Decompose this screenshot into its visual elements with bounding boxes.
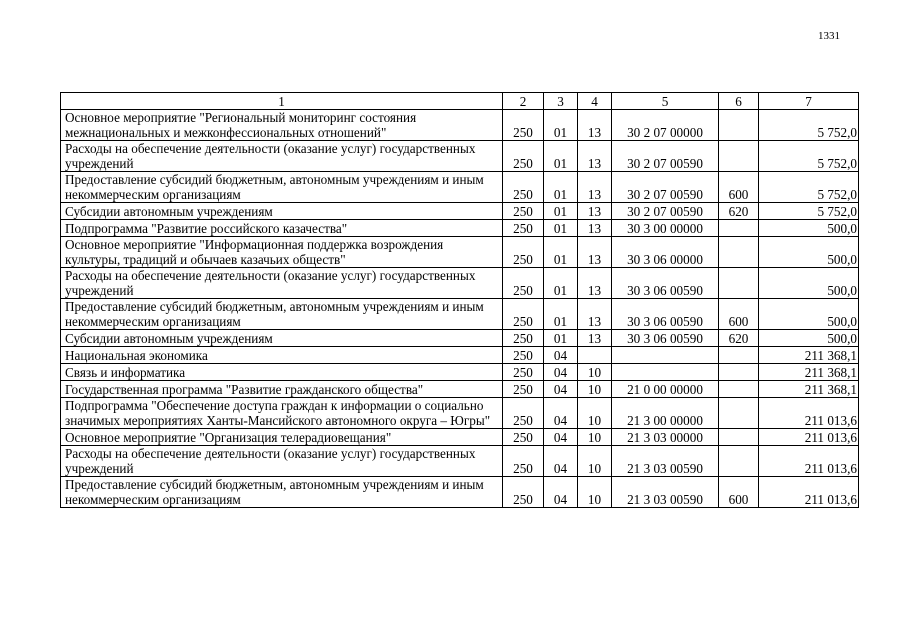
table-row <box>61 172 859 203</box>
table-header-row <box>61 93 859 110</box>
row-code-target: 30 3 06 00590 <box>612 330 719 347</box>
table-row <box>61 299 859 330</box>
header-col-5: 5 <box>612 93 719 110</box>
row-code-admin: 250 <box>503 237 544 268</box>
row-code-expense-type <box>719 446 759 477</box>
row-amount: 500,0 <box>759 237 859 268</box>
row-code-section: 04 <box>544 446 578 477</box>
row-amount: 211 013,6 <box>759 446 859 477</box>
row-code-admin: 250 <box>503 203 544 220</box>
header-col-3: 3 <box>544 93 578 110</box>
table-body <box>61 110 859 508</box>
table-row <box>61 446 859 477</box>
row-amount: 211 368,1 <box>759 364 859 381</box>
row-name: Государственная программа "Развитие гражданского общества" <box>61 381 503 398</box>
row-name: Предоставление субсидий бюджетным, автономным учреждениям и иным некоммерческим организациям <box>61 299 503 330</box>
row-code-subsection: 13 <box>578 268 612 299</box>
row-code-section: 04 <box>544 398 578 429</box>
row-code-subsection: 13 <box>578 110 612 141</box>
row-code-section: 04 <box>544 477 578 508</box>
row-name: Основное мероприятие "Региональный мониторинг состояния межнациональных и межконфессиональных отношений" <box>61 110 503 141</box>
row-code-expense-type <box>719 237 759 268</box>
table-row <box>61 110 859 141</box>
row-amount: 211 368,1 <box>759 347 859 364</box>
row-name: Предоставление субсидий бюджетным, автономным учреждениям и иным некоммерческим организациям <box>61 477 503 508</box>
row-amount: 5 752,0 <box>759 141 859 172</box>
row-code-expense-type: 620 <box>719 330 759 347</box>
row-code-expense-type <box>719 347 759 364</box>
row-code-admin: 250 <box>503 220 544 237</box>
row-code-subsection: 13 <box>578 203 612 220</box>
row-amount: 5 752,0 <box>759 110 859 141</box>
row-code-expense-type: 600 <box>719 299 759 330</box>
row-code-subsection: 10 <box>578 477 612 508</box>
row-code-target: 30 2 07 00590 <box>612 172 719 203</box>
table-row <box>61 477 859 508</box>
row-code-section: 01 <box>544 141 578 172</box>
row-code-section: 01 <box>544 268 578 299</box>
row-code-subsection: 13 <box>578 220 612 237</box>
row-code-admin: 250 <box>503 364 544 381</box>
row-code-admin: 250 <box>503 446 544 477</box>
row-code-admin: 250 <box>503 330 544 347</box>
row-code-target: 30 2 07 00590 <box>612 141 719 172</box>
row-name: Подпрограмма "Обеспечение доступа граждан к информации о социально значимых мероприятиях Ханты-Мансийского автономного округа – Югры" <box>61 398 503 429</box>
row-code-expense-type: 620 <box>719 203 759 220</box>
row-code-target: 21 3 03 00590 <box>612 446 719 477</box>
row-code-target: 30 2 07 00000 <box>612 110 719 141</box>
table-row <box>61 429 859 446</box>
row-amount: 500,0 <box>759 299 859 330</box>
row-code-section: 01 <box>544 110 578 141</box>
row-code-section: 04 <box>544 364 578 381</box>
row-amount: 5 752,0 <box>759 203 859 220</box>
row-code-subsection: 10 <box>578 398 612 429</box>
page-number: 1331 <box>818 30 840 42</box>
table-row <box>61 347 859 364</box>
table-row <box>61 364 859 381</box>
row-name: Основное мероприятие "Организация телерадиовещания" <box>61 429 503 446</box>
row-code-target: 21 3 00 00000 <box>612 398 719 429</box>
row-name: Подпрограмма "Развитие российского казачества" <box>61 220 503 237</box>
row-code-admin: 250 <box>503 268 544 299</box>
table-row <box>61 203 859 220</box>
row-name: Национальная экономика <box>61 347 503 364</box>
row-code-target: 21 3 03 00000 <box>612 429 719 446</box>
row-code-section: 04 <box>544 347 578 364</box>
row-code-subsection: 10 <box>578 364 612 381</box>
row-name: Связь и информатика <box>61 364 503 381</box>
table-row <box>61 268 859 299</box>
row-code-target: 30 3 00 00000 <box>612 220 719 237</box>
row-name: Основное мероприятие "Информационная поддержка возрождения культуры, традиций и обычаев казачьих обществ" <box>61 237 503 268</box>
row-code-section: 01 <box>544 220 578 237</box>
row-code-subsection: 13 <box>578 237 612 268</box>
row-code-expense-type <box>719 110 759 141</box>
row-name: Субсидии автономным учреждениям <box>61 330 503 347</box>
row-code-expense-type <box>719 381 759 398</box>
table-row <box>61 220 859 237</box>
row-code-expense-type <box>719 398 759 429</box>
row-code-target: 30 3 06 00590 <box>612 299 719 330</box>
row-amount: 500,0 <box>759 220 859 237</box>
row-code-admin: 250 <box>503 429 544 446</box>
row-code-target: 30 3 06 00000 <box>612 237 719 268</box>
row-code-admin: 250 <box>503 398 544 429</box>
row-name: Предоставление субсидий бюджетным, автономным учреждениям и иным некоммерческим организациям <box>61 172 503 203</box>
row-code-admin: 250 <box>503 299 544 330</box>
row-code-expense-type: 600 <box>719 172 759 203</box>
row-code-subsection: 10 <box>578 446 612 477</box>
row-code-section: 04 <box>544 429 578 446</box>
row-code-subsection <box>578 347 612 364</box>
row-code-section: 01 <box>544 299 578 330</box>
row-code-target <box>612 364 719 381</box>
row-code-admin: 250 <box>503 110 544 141</box>
table-row <box>61 381 859 398</box>
header-col-1: 1 <box>61 93 503 110</box>
row-code-section: 01 <box>544 203 578 220</box>
row-name: Расходы на обеспечение деятельности (оказание услуг) государственных учреждений <box>61 268 503 299</box>
row-code-subsection: 13 <box>578 299 612 330</box>
row-code-subsection: 10 <box>578 429 612 446</box>
row-code-expense-type <box>719 220 759 237</box>
row-code-section: 01 <box>544 330 578 347</box>
row-name: Расходы на обеспечение деятельности (оказание услуг) государственных учреждений <box>61 141 503 172</box>
row-amount: 211 013,6 <box>759 398 859 429</box>
row-code-expense-type: 600 <box>719 477 759 508</box>
table-row <box>61 398 859 429</box>
budget-table <box>60 92 859 508</box>
header-col-2: 2 <box>503 93 544 110</box>
row-amount: 211 368,1 <box>759 381 859 398</box>
row-code-admin: 250 <box>503 381 544 398</box>
header-col-4: 4 <box>578 93 612 110</box>
row-code-target <box>612 347 719 364</box>
row-name: Расходы на обеспечение деятельности (оказание услуг) государственных учреждений <box>61 446 503 477</box>
row-code-admin: 250 <box>503 141 544 172</box>
row-code-expense-type <box>719 364 759 381</box>
row-code-subsection: 10 <box>578 381 612 398</box>
row-name: Субсидии автономным учреждениям <box>61 203 503 220</box>
row-code-subsection: 13 <box>578 172 612 203</box>
header-col-6: 6 <box>719 93 759 110</box>
row-amount: 211 013,6 <box>759 477 859 508</box>
row-code-admin: 250 <box>503 477 544 508</box>
row-code-section: 04 <box>544 381 578 398</box>
row-amount: 211 013,6 <box>759 429 859 446</box>
row-amount: 500,0 <box>759 330 859 347</box>
row-code-expense-type <box>719 141 759 172</box>
row-code-admin: 250 <box>503 172 544 203</box>
row-code-target: 30 3 06 00590 <box>612 268 719 299</box>
row-amount: 500,0 <box>759 268 859 299</box>
row-code-target: 30 2 07 00590 <box>612 203 719 220</box>
row-code-admin: 250 <box>503 347 544 364</box>
table-row <box>61 237 859 268</box>
row-code-section: 01 <box>544 237 578 268</box>
row-code-subsection: 13 <box>578 330 612 347</box>
row-amount: 5 752,0 <box>759 172 859 203</box>
row-code-target: 21 0 00 00000 <box>612 381 719 398</box>
table-row <box>61 141 859 172</box>
row-code-expense-type <box>719 268 759 299</box>
row-code-target: 21 3 03 00590 <box>612 477 719 508</box>
row-code-subsection: 13 <box>578 141 612 172</box>
table-row <box>61 330 859 347</box>
row-code-section: 01 <box>544 172 578 203</box>
header-col-7: 7 <box>759 93 859 110</box>
row-code-expense-type <box>719 429 759 446</box>
